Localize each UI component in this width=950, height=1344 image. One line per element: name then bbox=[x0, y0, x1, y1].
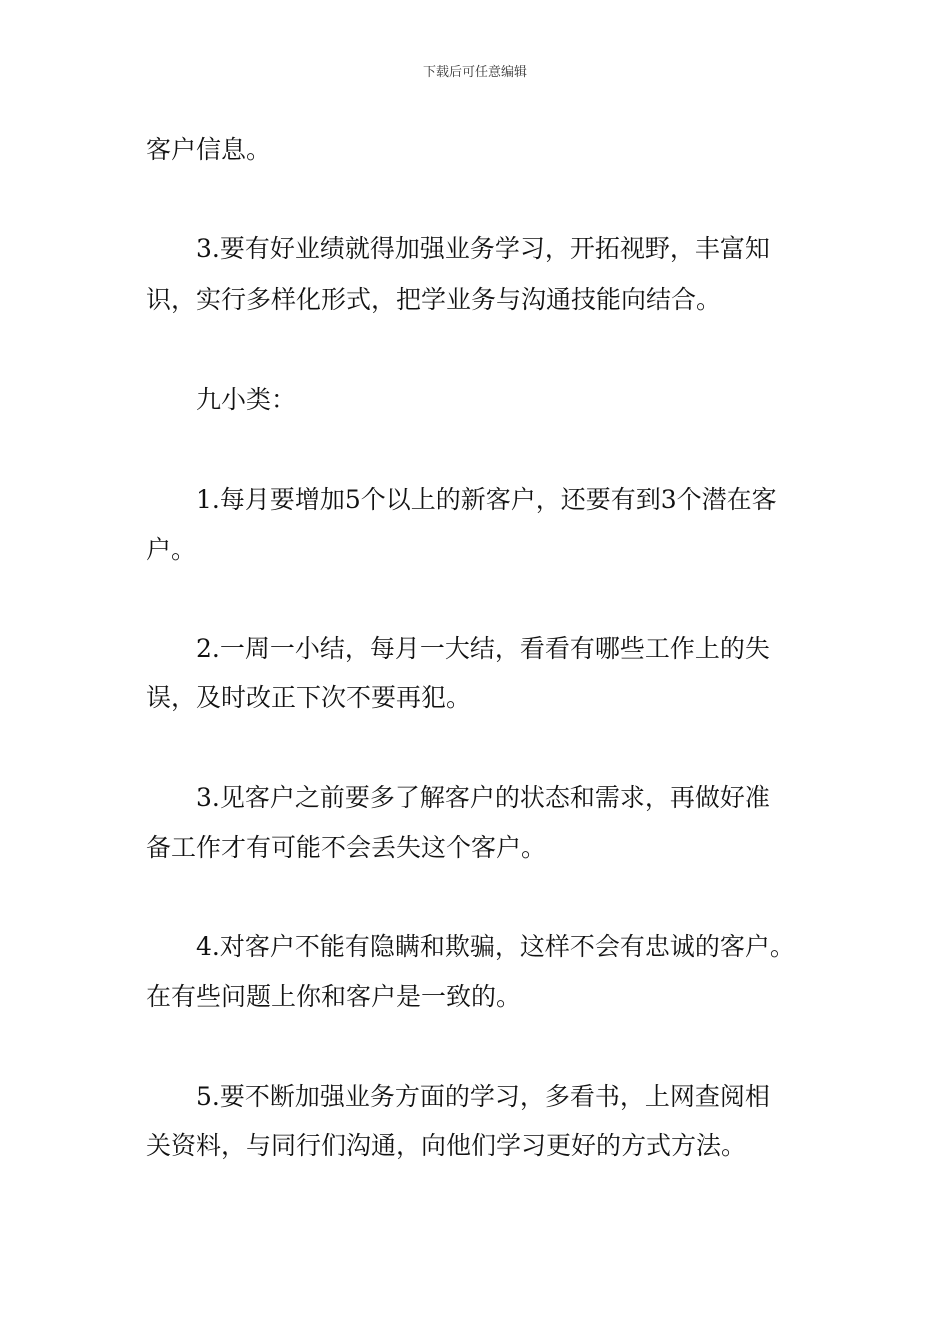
paragraph-line: 误，及时改正下次不要再犯。 bbox=[146, 683, 472, 712]
paragraph-line: 关资料，与同行们沟通，向他们学习更好的方式方法。 bbox=[146, 1131, 747, 1160]
page-header: 下载后可任意编辑 bbox=[422, 65, 527, 80]
paragraph-line: 1.每月要增加5个以上的新客户，还要有到3个潜在客 bbox=[196, 485, 777, 514]
paragraph-line: 4.对客户不能有隐瞒和欺骗，这样不会有忠诚的客户。 bbox=[196, 932, 795, 961]
paragraph-line: 3.见客户之前要多了解客户的状态和需求，再做好准 bbox=[196, 783, 770, 812]
section-heading: 九小类： bbox=[196, 385, 297, 414]
paragraph-line: 在有些问题上你和客户是一致的。 bbox=[146, 982, 522, 1011]
paragraph-line: 2.一周一小结，每月一大结，看看有哪些工作上的失 bbox=[196, 634, 770, 663]
paragraph-line: 备工作才有可能不会丢失这个客户。 bbox=[146, 833, 547, 862]
paragraph-line: 3.要有好业绩就得加强业务学习，开拓视野，丰富知 bbox=[196, 234, 770, 263]
paragraph-line: 客户信息。 bbox=[146, 135, 272, 164]
paragraph-line: 户。 bbox=[146, 535, 197, 564]
paragraph-line: 5.要不断加强业务方面的学习，多看书，上网查阅相 bbox=[196, 1082, 770, 1111]
paragraph-line: 识，实行多样化形式，把学业务与沟通技能向结合。 bbox=[146, 285, 722, 314]
